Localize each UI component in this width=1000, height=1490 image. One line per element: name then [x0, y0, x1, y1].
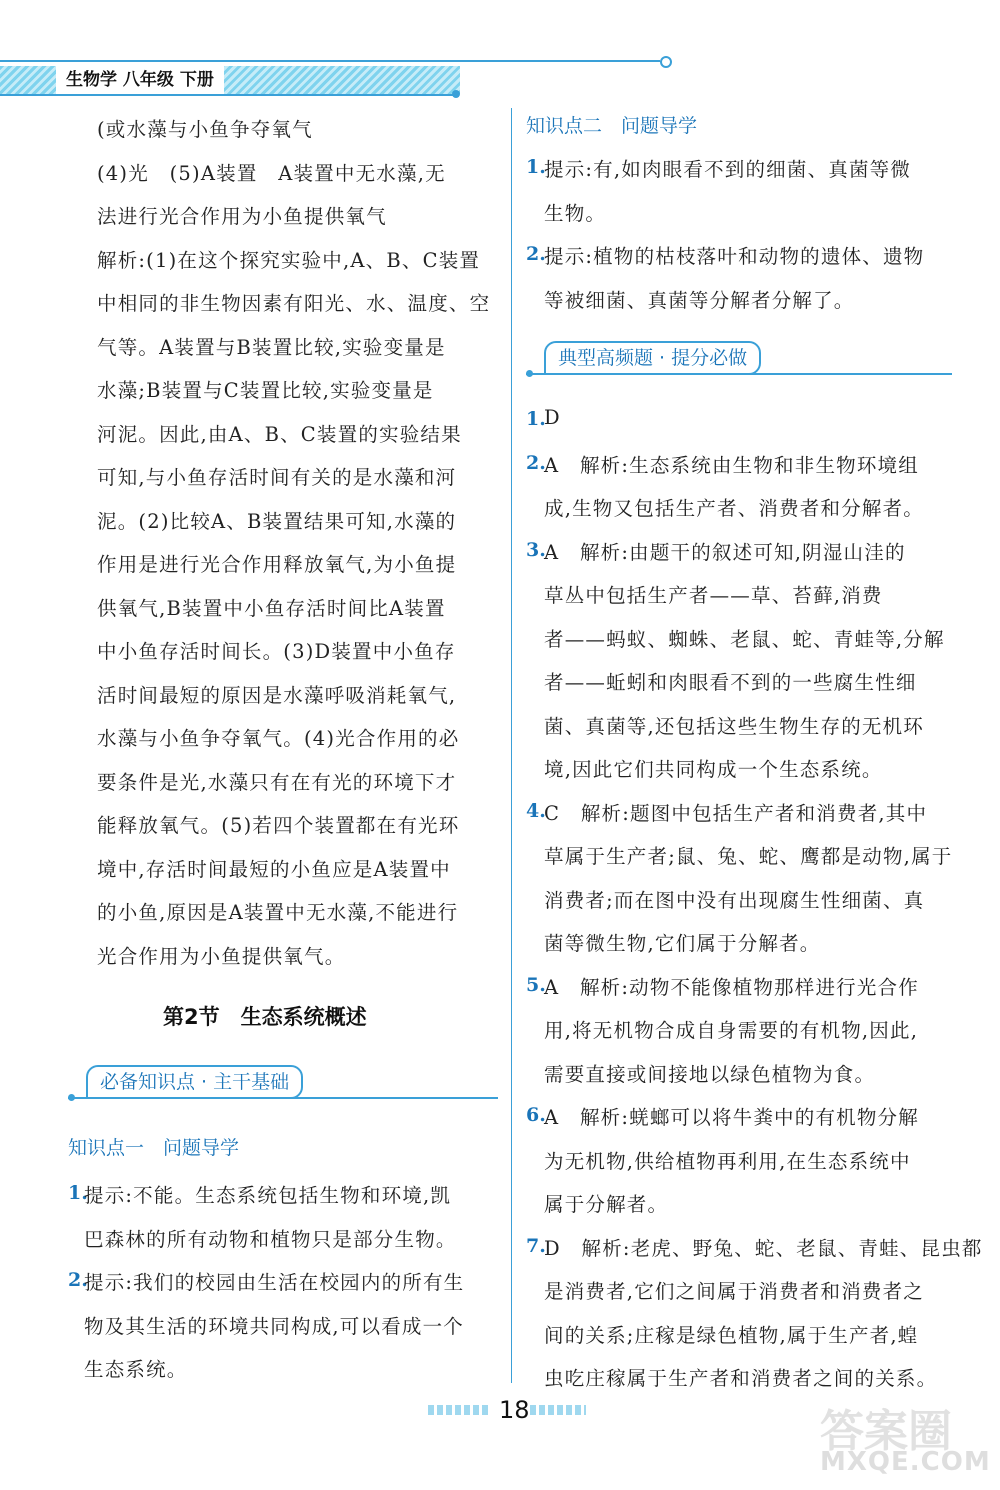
answer-line: 需要直接或间接地以绿色植物为食。	[544, 1062, 876, 1086]
answer-line: 用,将无机物合成自身需要的有机物,因此,	[544, 1019, 919, 1042]
body-line: 的小鱼,原因是A装置中无水藻,不能进行	[97, 901, 459, 924]
answer-line: A 解析:动物不能像植物那样进行光合作	[544, 975, 919, 999]
body-line: 中小鱼存活时间长。(3)D装置中小鱼存	[97, 640, 456, 663]
header-underline-dot	[452, 90, 460, 98]
body-line: 活时间最短的原因是水藻呼吸消耗氧气,	[97, 683, 457, 707]
body-line: 解析:(1)在这个探究实验中,A、B、C装置	[97, 248, 481, 272]
watermark-logo-text: 答案圈	[820, 1406, 952, 1457]
kp1-heading: 知识点一 问题导学	[68, 1137, 240, 1159]
column-divider	[511, 108, 512, 1383]
answer-line: 草丛中包括生产者——草、苔藓,消费	[544, 584, 883, 607]
answer-line: 境,因此它们共同构成一个生态系统。	[544, 758, 883, 781]
footer-decoration-right	[530, 1405, 586, 1415]
body-line: (4)光 (5)A装置 A装置中无水藻,无	[97, 161, 446, 185]
hint-line: 等被细菌、真菌等分解者分解了。	[544, 288, 855, 312]
body-line: (或水藻与小鱼争夺氧气	[97, 118, 313, 141]
item-number: 2.	[68, 1269, 88, 1291]
body-line: 河泥。因此,由A、B、C装置的实验结果	[97, 422, 462, 446]
footer-decoration-left	[428, 1405, 488, 1415]
item-number: 5.	[526, 973, 546, 996]
body-line: 境中,存活时间最短的小鱼应是A装置中	[97, 857, 451, 881]
answer-line: 虫吃庄稼属于生产者和消费者之间的关系。	[544, 1367, 938, 1390]
header-title: 生物学 八年级 下册	[56, 66, 224, 94]
watermark	[820, 1395, 990, 1485]
hint-line: 巴森林的所有动物和植物只是部分生物。	[84, 1227, 457, 1251]
answer-line: 菌等微生物,它们属于分解者。	[544, 932, 821, 955]
answer-line: 为无机物,供给植物再利用,在生态系统中	[544, 1149, 911, 1173]
answer-line: A 解析:生态系统由生物和非生物环境组	[544, 453, 919, 477]
item-number: 3.	[526, 538, 546, 561]
body-line: 供氧气,B装置中小鱼存活时间比A装置	[97, 596, 446, 620]
item-number: 6.	[526, 1104, 546, 1126]
banner-underline	[526, 373, 952, 375]
body-line: 气等。A装置与B装置比较,实验变量是	[97, 335, 446, 359]
item-number: 7.	[526, 1234, 546, 1257]
answer-line: A 解析:由题干的叙述可知,阴湿山洼的	[544, 540, 906, 564]
kp2-heading: 知识点二 问题导学	[526, 115, 698, 137]
page-number: 18	[499, 1396, 530, 1424]
hint-line: 生物。	[544, 201, 607, 225]
item-number: 4.	[526, 799, 546, 822]
banner-essential-knowledge	[68, 1065, 498, 1099]
hint-line: 提示:我们的校园由生活在校园内的所有生	[84, 1271, 465, 1294]
answer-line: 属于分解者。	[544, 1193, 669, 1216]
answer-line: 菌、真菌等,还包括这些生物生存的无机环	[544, 714, 924, 738]
banner-dot	[526, 370, 533, 377]
header-underline	[0, 94, 455, 96]
body-line: 水藻与小鱼争夺氧气。(4)光合作用的必	[97, 727, 460, 750]
hint-line: 提示:不能。生态系统包括生物和环境,凯	[84, 1184, 452, 1207]
header-rule-end-dot	[660, 56, 672, 68]
item-number: 2.	[526, 451, 546, 474]
answer-line: D 解析:老虎、野兔、蛇、老鼠、青蛙、昆虫都	[544, 1236, 983, 1260]
body-line: 泥。(2)比较A、B装置结果可知,水藻的	[97, 509, 457, 533]
hint-line: 生态系统。	[84, 1358, 188, 1381]
body-line: 法进行光合作用为小鱼提供氧气	[97, 205, 387, 228]
answer-line: 是消费者,它们之间属于消费者和消费者之	[544, 1280, 924, 1303]
hint-line: 提示:植物的枯枝落叶和动物的遗体、遗物	[544, 245, 925, 268]
item-number: 1.	[526, 156, 546, 178]
banner-label: 必备知识点 · 主干基础	[86, 1065, 303, 1099]
answer-line: 消费者;而在图中没有出现腐生性细菌、真	[544, 888, 925, 912]
hint-line: 提示:有,如肉眼看不到的细菌、真菌等微	[544, 158, 912, 181]
body-line: 光合作用为小鱼提供氧气。	[97, 944, 346, 968]
answer-line: 成,生物又包括生产者、消费者和分解者。	[544, 497, 924, 520]
answer-line: A 解析:蜣螂可以将牛粪中的有机物分解	[544, 1106, 919, 1129]
hint-line: 物及其生活的环境共同构成,可以看成一个	[84, 1314, 464, 1338]
banner-typical-questions	[526, 341, 952, 375]
answer-line: 者——蚂蚁、蜘蛛、老鼠、蛇、青蛙等,分解	[544, 627, 945, 651]
item-number: 2.	[526, 243, 546, 265]
banner-underline	[68, 1097, 498, 1099]
body-line: 要条件是光,水藻只有在有光的环境下才	[97, 770, 457, 794]
banner-label: 典型高频题 · 提分必做	[544, 341, 761, 375]
body-line: 可知,与小鱼存活时间有关的是水藻和河	[97, 466, 457, 489]
answer-line: D	[544, 406, 561, 429]
section-title: 第2节 生态系统概述	[163, 1005, 367, 1029]
item-number: 1.	[68, 1182, 88, 1204]
header-rule	[0, 60, 660, 62]
answer-line: C 解析:题图中包括生产者和消费者,其中	[544, 801, 928, 825]
banner-dot	[68, 1094, 75, 1101]
answer-line: 间的关系;庄稼是绿色植物,属于生产者,蝗	[544, 1323, 919, 1347]
item-number: 1.	[526, 408, 546, 430]
body-line: 能释放氧气。(5)若四个装置都在有光环	[97, 814, 460, 837]
answer-line: 者——蚯蚓和肉眼看不到的一些腐生性细	[544, 671, 917, 694]
watermark-url: MXQE.COM	[820, 1447, 991, 1477]
answer-line: 草属于生产者;鼠、兔、蛇、鹰都是动物,属于	[544, 845, 953, 868]
body-line: 水藻;B装置与C装置比较,实验变量是	[97, 379, 434, 402]
body-line: 作用是进行光合作用释放氧气,为小鱼提	[97, 553, 457, 576]
body-line: 中相同的非生物因素有阳光、水、温度、空	[97, 292, 491, 315]
